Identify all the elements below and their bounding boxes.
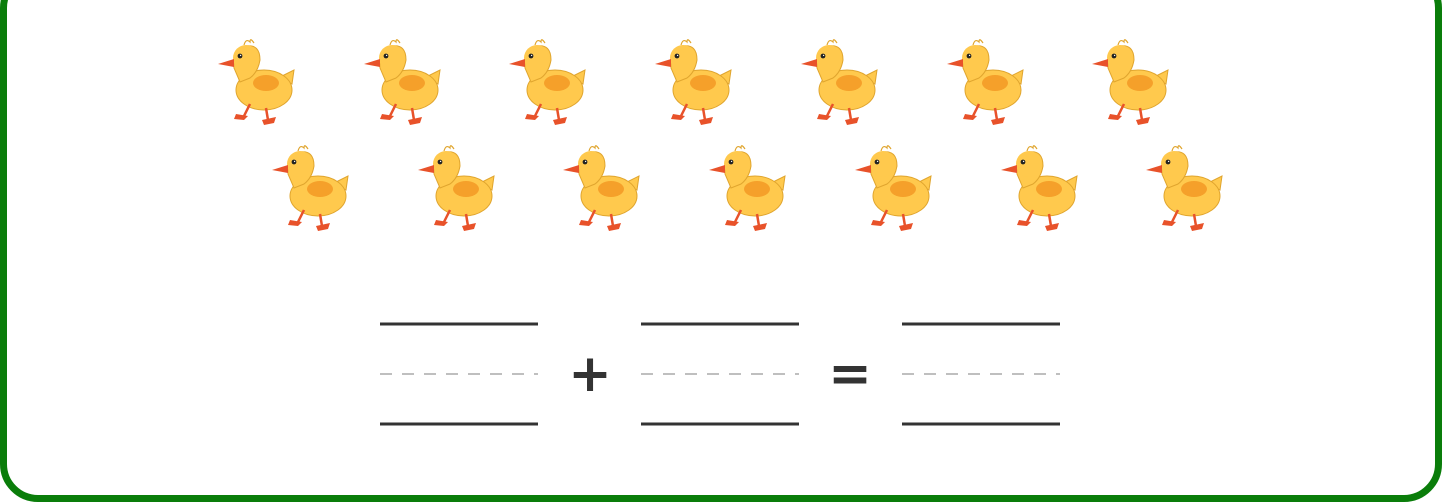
- duckling-icon: [416, 144, 498, 234]
- duckling-icon: [561, 144, 643, 234]
- duckling-icon: [799, 38, 881, 128]
- plus-sign: +: [568, 344, 612, 404]
- duckling-icon: [362, 38, 444, 128]
- duckling-icon: [707, 144, 789, 234]
- answer-blank-3[interactable]: [902, 322, 1062, 426]
- duckling-icon: [853, 144, 935, 234]
- duckling-icon: [216, 38, 298, 128]
- duckling-icon: [999, 144, 1081, 234]
- duckling-icon: [1090, 38, 1172, 128]
- duckling-icon: [270, 144, 352, 234]
- duckling-icon: [507, 38, 589, 128]
- duckling-icon: [945, 38, 1027, 128]
- equals-sign: =: [828, 344, 872, 404]
- answer-blank-1[interactable]: [380, 322, 540, 426]
- duckling-icon: [1144, 144, 1226, 234]
- duckling-icon: [653, 38, 735, 128]
- answer-blank-2[interactable]: [641, 322, 801, 426]
